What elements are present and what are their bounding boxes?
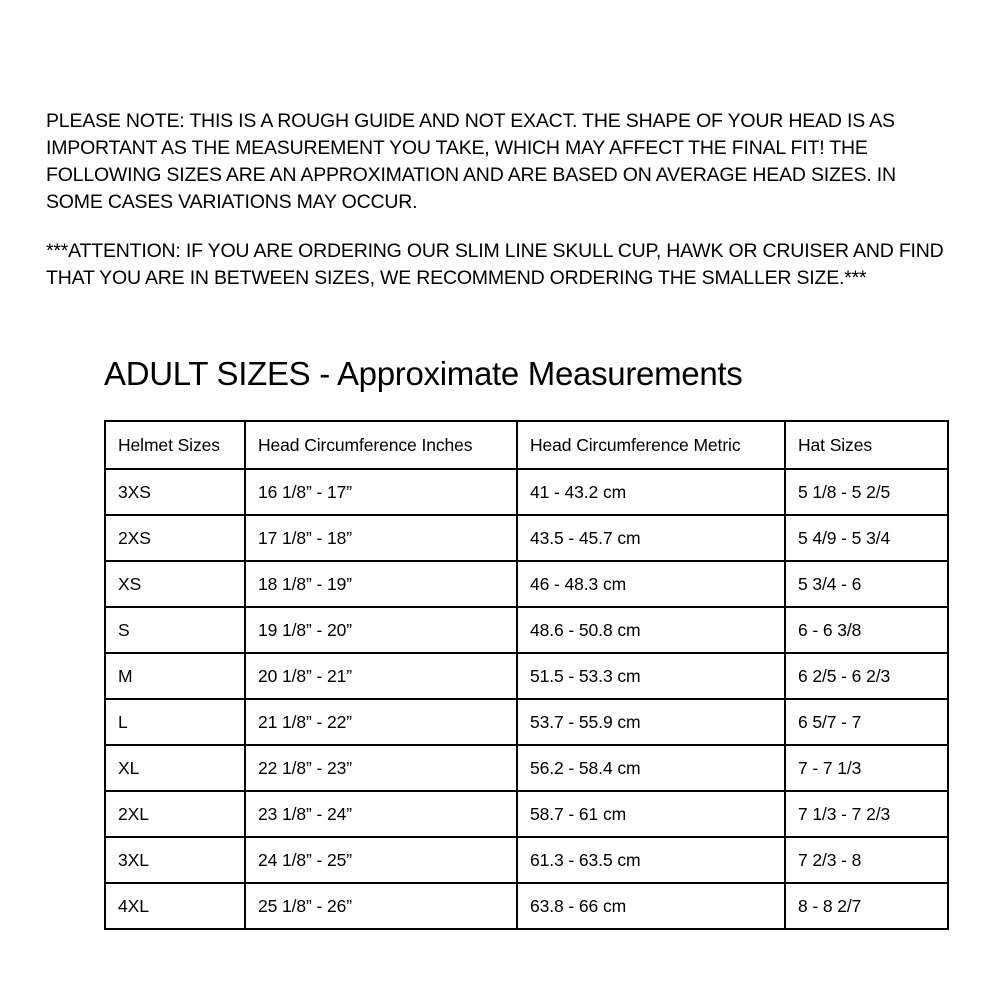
cell-helmet-size: XL [105, 745, 245, 791]
cell-helmet-size: XS [105, 561, 245, 607]
cell-hat-size: 6 5/7 - 7 [785, 699, 948, 745]
column-header-head-circumference-inches: Head Circumference Inches [245, 421, 517, 469]
table-row [105, 653, 948, 699]
table-row [105, 837, 948, 883]
cell-hat-size: 5 3/4 - 6 [785, 561, 948, 607]
cell-inches: 20 1/8” - 21” [245, 653, 517, 699]
cell-inches: 24 1/8” - 25” [245, 837, 517, 883]
cell-inches: 17 1/8” - 18” [245, 515, 517, 561]
cell-inches: 18 1/8” - 19” [245, 561, 517, 607]
column-header-head-circumference-metric: Head Circumference Metric [517, 421, 785, 469]
cell-metric: 48.6 - 50.8 cm [517, 607, 785, 653]
cell-metric: 41 - 43.2 cm [517, 469, 785, 515]
table-row [105, 745, 948, 791]
cell-metric: 53.7 - 55.9 cm [517, 699, 785, 745]
cell-metric: 51.5 - 53.3 cm [517, 653, 785, 699]
cell-metric: 63.8 - 66 cm [517, 883, 785, 929]
cell-inches: 22 1/8” - 23” [245, 745, 517, 791]
table-row [105, 469, 948, 515]
notes-block [46, 108, 954, 292]
cell-inches: 25 1/8” - 26” [245, 883, 517, 929]
table-row [105, 699, 948, 745]
cell-metric: 46 - 48.3 cm [517, 561, 785, 607]
column-header-hat-sizes: Hat Sizes [785, 421, 948, 469]
cell-hat-size: 8 - 8 2/7 [785, 883, 948, 929]
cell-hat-size: 6 - 6 3/8 [785, 607, 948, 653]
cell-helmet-size: L [105, 699, 245, 745]
table-row [105, 561, 948, 607]
cell-helmet-size: S [105, 607, 245, 653]
cell-inches: 16 1/8” - 17” [245, 469, 517, 515]
cell-hat-size: 6 2/5 - 6 2/3 [785, 653, 948, 699]
cell-helmet-size: 2XL [105, 791, 245, 837]
cell-metric: 58.7 - 61 cm [517, 791, 785, 837]
column-header-helmet-sizes: Helmet Sizes [105, 421, 245, 469]
cell-helmet-size: 3XL [105, 837, 245, 883]
table-body [105, 469, 948, 929]
page-title: ADULT SIZES - Approximate Measurements [104, 355, 743, 392]
table-row [105, 515, 948, 561]
cell-hat-size: 7 - 7 1/3 [785, 745, 948, 791]
cell-hat-size: 7 2/3 - 8 [785, 837, 948, 883]
cell-helmet-size: 2XS [105, 515, 245, 561]
cell-helmet-size: M [105, 653, 245, 699]
cell-metric: 56.2 - 58.4 cm [517, 745, 785, 791]
cell-helmet-size: 3XS [105, 469, 245, 515]
cell-hat-size: 5 4/9 - 5 3/4 [785, 515, 948, 561]
size-table-wrapper [104, 420, 947, 930]
cell-helmet-size: 4XL [105, 883, 245, 929]
table-row [105, 791, 948, 837]
table-row [105, 883, 948, 929]
cell-metric: 43.5 - 45.7 cm [517, 515, 785, 561]
adult-size-table [104, 420, 949, 930]
cell-inches: 21 1/8” - 22” [245, 699, 517, 745]
table-header-row [105, 421, 948, 469]
cell-inches: 19 1/8” - 20” [245, 607, 517, 653]
note-paragraph-1: PLEASE NOTE: THIS IS A ROUGH GUIDE AND NOT EXACT. THE SHAPE OF YOUR HEAD IS AS IMPORTANT AS THE MEASUREMENT YOU TAKE, WHICH MAY AFFECT THE FINAL FIT! THE FOLLOWING SIZES ARE AN APPROXIMATION AND ARE BASED ON AVERAGE HEAD SIZES. IN SOME CASES VARIATIONS MAY OCCUR. [46, 110, 896, 213]
cell-hat-size: 7 1/3 - 7 2/3 [785, 791, 948, 837]
cell-metric: 61.3 - 63.5 cm [517, 837, 785, 883]
cell-inches: 23 1/8” - 24” [245, 791, 517, 837]
cell-hat-size: 5 1/8 - 5 2/5 [785, 469, 948, 515]
note-paragraph-2: ***ATTENTION: IF YOU ARE ORDERING OUR SLIM LINE SKULL CUP, HAWK OR CRUISER AND FIND THAT YOU ARE IN BETWEEN SIZES, WE RECOMMEND ORDERING THE SMALLER SIZE.*** [46, 240, 944, 289]
table-row [105, 607, 948, 653]
